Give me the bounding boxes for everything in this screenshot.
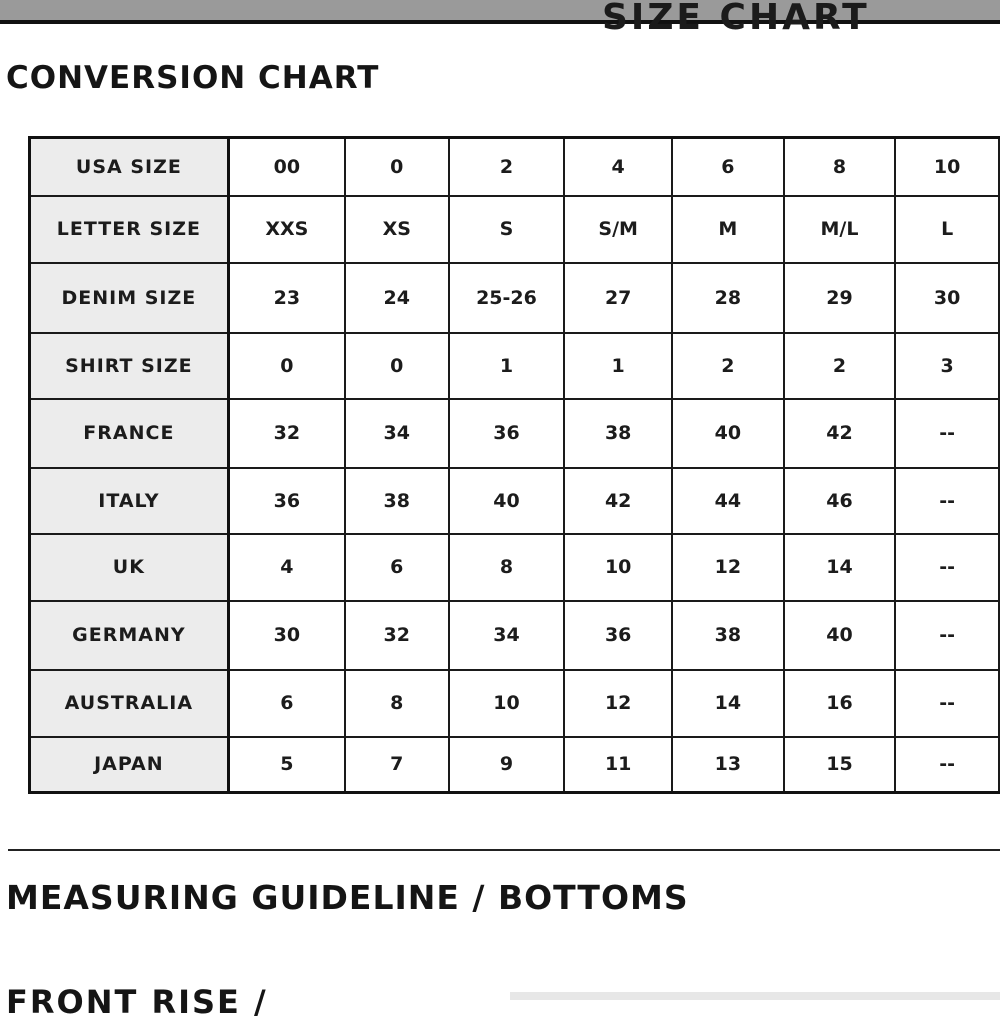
table-cell: -- xyxy=(895,399,999,468)
table-cell: 12 xyxy=(672,534,784,601)
row-label: UK xyxy=(30,534,229,601)
table-cell: -- xyxy=(895,670,999,737)
table-cell: 6 xyxy=(345,534,449,601)
conversion-table xyxy=(28,136,1000,794)
table-cell: XXS xyxy=(228,196,345,263)
table-cell: S/M xyxy=(564,196,672,263)
table-row xyxy=(30,737,1000,793)
table-row xyxy=(30,601,1000,670)
front-rise-heading: FRONT RISE / xyxy=(6,983,268,1021)
top-header-strip xyxy=(0,0,1000,38)
table-cell: 2 xyxy=(449,138,565,196)
table-cell: 10 xyxy=(564,534,672,601)
table-cell: 2 xyxy=(784,333,896,399)
table-cell: 32 xyxy=(345,601,449,670)
table-cell: 14 xyxy=(672,670,784,737)
table-cell: 25-26 xyxy=(449,263,565,333)
row-label: FRANCE xyxy=(30,399,229,468)
table-cell: 0 xyxy=(345,333,449,399)
row-label: DENIM SIZE xyxy=(30,263,229,333)
table-cell: 30 xyxy=(228,601,345,670)
row-label: USA SIZE xyxy=(30,138,229,196)
table-cell: 34 xyxy=(345,399,449,468)
row-label: GERMANY xyxy=(30,601,229,670)
table-cell: 2 xyxy=(672,333,784,399)
table-cell: 13 xyxy=(672,737,784,793)
table-cell: 40 xyxy=(784,601,896,670)
table-row xyxy=(30,670,1000,737)
table-cell: 42 xyxy=(564,468,672,534)
bottom-cut-strip xyxy=(0,980,1000,1021)
table-cell: 12 xyxy=(564,670,672,737)
table-cell: 7 xyxy=(345,737,449,793)
table-cell: 36 xyxy=(564,601,672,670)
table-row xyxy=(30,196,1000,263)
table-cell: -- xyxy=(895,534,999,601)
table-cell: 4 xyxy=(564,138,672,196)
table-cell: 3 xyxy=(895,333,999,399)
table-cell: 38 xyxy=(345,468,449,534)
table-cell: S xyxy=(449,196,565,263)
table-cell: -- xyxy=(895,737,999,793)
table-cell: 8 xyxy=(449,534,565,601)
table-cell: 28 xyxy=(672,263,784,333)
table-cell: XS xyxy=(345,196,449,263)
table-cell: 30 xyxy=(895,263,999,333)
table-cell: 36 xyxy=(228,468,345,534)
table-cell: 34 xyxy=(449,601,565,670)
size-chart-title: SIZE CHART xyxy=(602,0,870,38)
table-row xyxy=(30,138,1000,196)
row-label: LETTER SIZE xyxy=(30,196,229,263)
table-cell: 15 xyxy=(784,737,896,793)
table-cell: 10 xyxy=(449,670,565,737)
table-cell: 1 xyxy=(564,333,672,399)
table-cell: 42 xyxy=(784,399,896,468)
row-label: SHIRT SIZE xyxy=(30,333,229,399)
table-cell: 44 xyxy=(672,468,784,534)
table-cell: 32 xyxy=(228,399,345,468)
table-cell: 14 xyxy=(784,534,896,601)
table-cell: 10 xyxy=(895,138,999,196)
table-cell: 36 xyxy=(449,399,565,468)
guideline-image-edge xyxy=(510,992,1000,1000)
table-cell: 38 xyxy=(564,399,672,468)
table-cell: -- xyxy=(895,468,999,534)
table-cell: 4 xyxy=(228,534,345,601)
table-cell: 6 xyxy=(672,138,784,196)
row-label: JAPAN xyxy=(30,737,229,793)
table-cell: M xyxy=(672,196,784,263)
table-cell: 0 xyxy=(345,138,449,196)
table-row xyxy=(30,333,1000,399)
table-cell: 23 xyxy=(228,263,345,333)
table-cell: 38 xyxy=(672,601,784,670)
table-cell: M/L xyxy=(784,196,896,263)
table-row xyxy=(30,399,1000,468)
measuring-guideline-title: MEASURING GUIDELINE / BOTTOMS xyxy=(6,878,689,917)
table-cell: 16 xyxy=(784,670,896,737)
table-cell: 8 xyxy=(345,670,449,737)
table-cell: 40 xyxy=(449,468,565,534)
table-cell: 0 xyxy=(228,333,345,399)
section-divider xyxy=(8,849,1000,851)
table-cell: 24 xyxy=(345,263,449,333)
row-label: ITALY xyxy=(30,468,229,534)
table-cell: 29 xyxy=(784,263,896,333)
table-cell: 46 xyxy=(784,468,896,534)
row-label: AUSTRALIA xyxy=(30,670,229,737)
table-cell: 5 xyxy=(228,737,345,793)
table-cell: 40 xyxy=(672,399,784,468)
table-cell: 6 xyxy=(228,670,345,737)
table-row xyxy=(30,468,1000,534)
table-row xyxy=(30,263,1000,333)
conversion-chart-title: CONVERSION CHART xyxy=(6,60,380,96)
table-cell: 00 xyxy=(228,138,345,196)
table-cell: 8 xyxy=(784,138,896,196)
table-cell: 11 xyxy=(564,737,672,793)
table-cell: -- xyxy=(895,601,999,670)
table-cell: 1 xyxy=(449,333,565,399)
table-cell: 27 xyxy=(564,263,672,333)
table-row xyxy=(30,534,1000,601)
table-cell: L xyxy=(895,196,999,263)
table-cell: 9 xyxy=(449,737,565,793)
